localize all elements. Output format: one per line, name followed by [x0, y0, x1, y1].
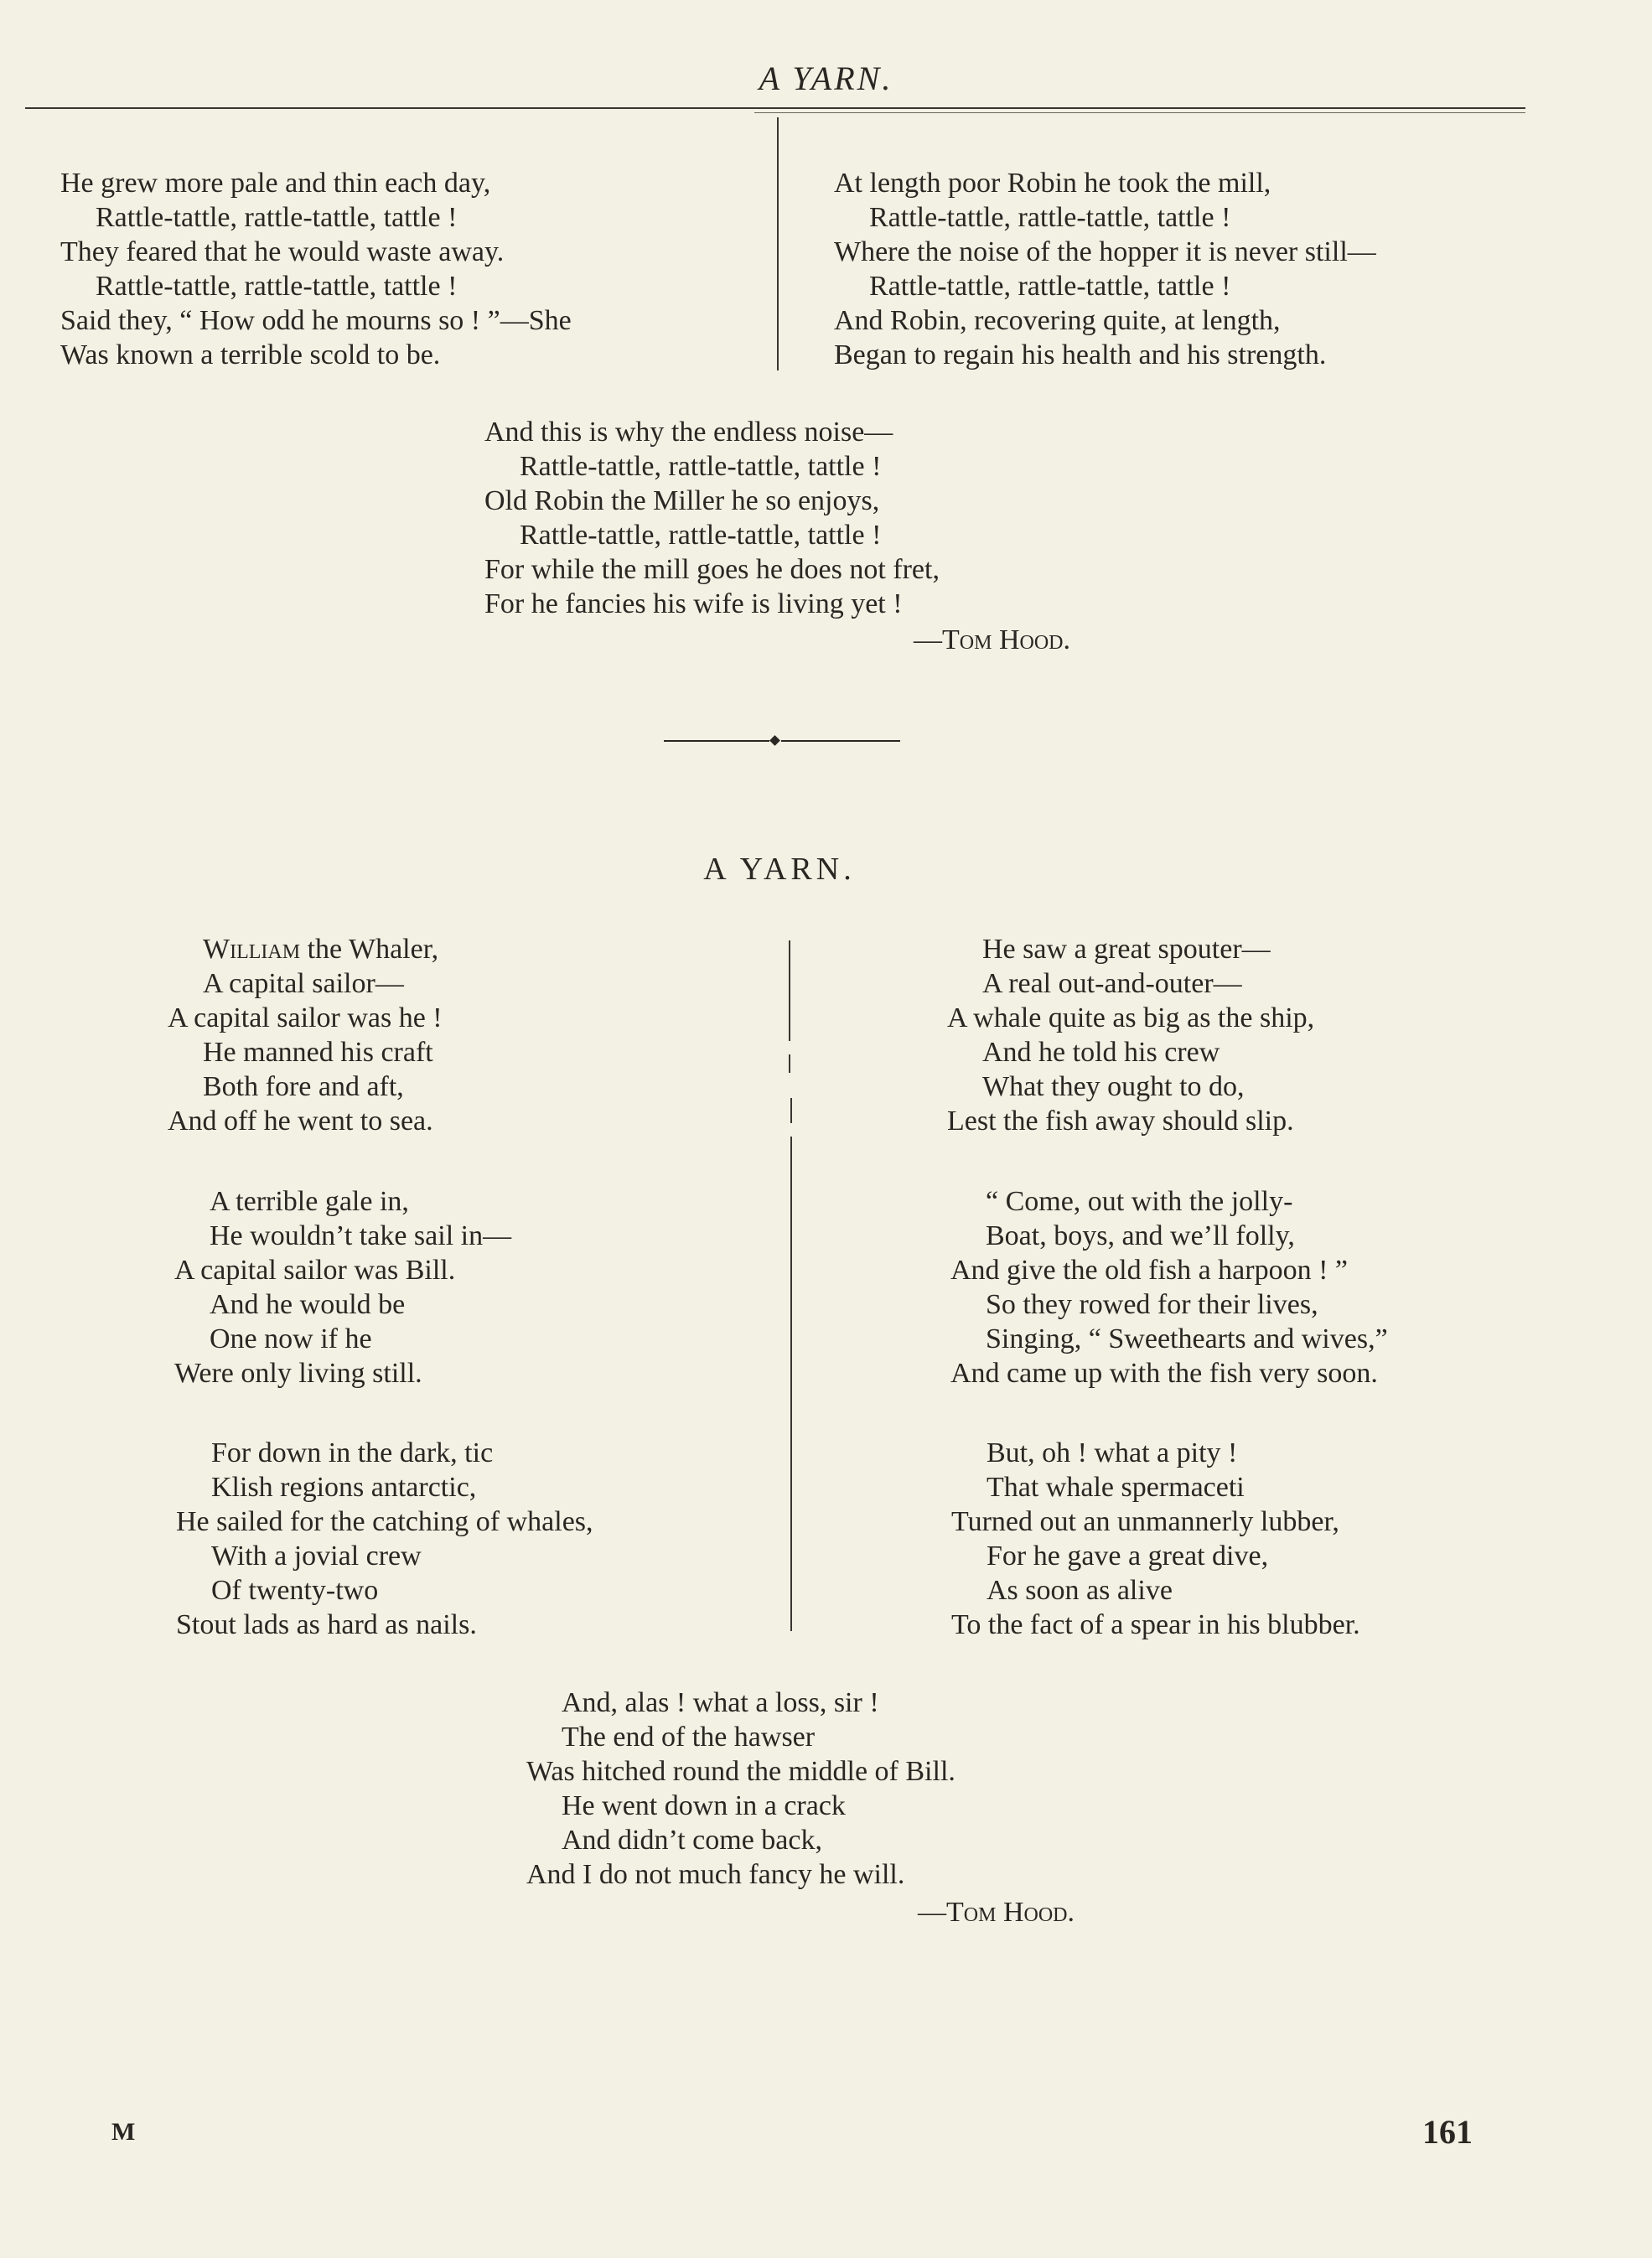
final-stanza — [526, 1686, 955, 1892]
verse-line: And came up with the fish very soon. — [950, 1358, 1378, 1389]
verse-line: To the fact of a spear in his blubber. — [951, 1609, 1360, 1640]
verse-line: A terrible gale in, — [210, 1186, 409, 1217]
verse-line: A capital sailor— — [203, 968, 404, 999]
verse-line: Began to regain his health and his strength. — [834, 339, 1327, 370]
verse-line: Klish regions antarctic, — [211, 1472, 477, 1503]
right-stanza-1 — [947, 932, 1314, 1138]
header-rule — [25, 107, 1525, 109]
verse-line: For down in the dark, tic — [211, 1437, 494, 1468]
verse-line-rest: the Whaler, — [300, 934, 439, 965]
column-divider-segment — [789, 1054, 790, 1073]
verse-line: He went down in a crack — [562, 1790, 846, 1821]
verse-line: As soon as alive — [987, 1575, 1173, 1606]
left-stanza-1 — [168, 932, 443, 1138]
verse-line: At length poor Robin he took the mill, — [834, 168, 1271, 199]
section-ornament — [664, 736, 900, 746]
verse-line: So they rowed for their lives, — [986, 1289, 1318, 1320]
verse-line: Turned out an unmannerly lubber, — [951, 1506, 1339, 1537]
top-right-stanza — [834, 166, 1376, 372]
verse-line: Lest the fish away should slip. — [947, 1106, 1294, 1137]
page-number: 161 — [1422, 2113, 1473, 2151]
verse-line: A capital sailor was Bill. — [174, 1255, 456, 1286]
column-divider-segment — [790, 1137, 792, 1631]
verse-line: A capital sailor was he ! — [168, 1002, 443, 1033]
verse-line: Rattle-tattle, rattle-tattle, tattle ! — [520, 520, 882, 551]
verse-line: But, oh ! what a pity ! — [987, 1437, 1238, 1468]
verse-line: And I do not much fancy he will. — [526, 1859, 905, 1890]
verse-line: And give the old fish a harpoon ! ” — [950, 1255, 1348, 1286]
verse-line: And he would be — [210, 1289, 406, 1320]
verse-line: And off he went to sea. — [168, 1106, 433, 1137]
verse-line: He grew more pale and thin each day, — [60, 168, 491, 199]
column-divider-top — [777, 117, 779, 370]
verse-line: What they ought to do, — [982, 1071, 1245, 1102]
verse-line: Rattle-tattle, rattle-tattle, tattle ! — [520, 451, 882, 482]
top-left-stanza — [60, 166, 572, 372]
attribution: —Tom Hood. — [914, 624, 1070, 655]
left-stanza-3 — [176, 1436, 593, 1642]
verse-line: He saw a great spouter— — [982, 934, 1271, 965]
signature-mark: M — [111, 2118, 136, 2146]
verse-line: Rattle-tattle, rattle-tattle, tattle ! — [96, 202, 458, 233]
verse-line: “ Come, out with the jolly- — [986, 1186, 1293, 1217]
verse-line: Boat, boys, and we’ll folly, — [986, 1220, 1295, 1251]
verse-line: They feared that he would waste away. — [60, 236, 505, 267]
verse-line: Was known a terrible scold to be. — [60, 339, 441, 370]
verse-line: Both fore and aft, — [203, 1071, 404, 1102]
verse-line: And didn’t come back, — [562, 1825, 822, 1856]
column-divider-segment — [790, 1098, 792, 1123]
running-head: A YARN. — [759, 60, 893, 97]
verse-line: And Robin, recovering quite, at length, — [834, 305, 1281, 336]
verse-line: He sailed for the catching of whales, — [176, 1506, 593, 1537]
verse-line: One now if he — [210, 1323, 372, 1354]
verse-line: Of twenty-two — [211, 1575, 379, 1606]
top-center-stanza — [484, 415, 940, 621]
left-stanza-2 — [174, 1184, 511, 1391]
verse-line: He manned his craft — [203, 1037, 433, 1068]
verse-line: With a jovial crew — [211, 1541, 422, 1572]
verse-line: Singing, “ Sweethearts and wives,” — [986, 1323, 1388, 1354]
verse-line: Stout lads as hard as nails. — [176, 1609, 477, 1640]
right-stanza-2 — [950, 1184, 1388, 1391]
verse-line: Rattle-tattle, rattle-tattle, tattle ! — [96, 271, 458, 302]
verse-line: Said they, “ How odd he mourns so ! ”—She — [60, 305, 572, 336]
verse-line: A real out-and-outer— — [982, 968, 1242, 999]
attribution: —Tom Hood. — [918, 1897, 1075, 1928]
verse-line: The end of the hawser — [562, 1722, 816, 1753]
verse-line: Were only living still. — [174, 1358, 422, 1389]
verse-line: Rattle-tattle, rattle-tattle, tattle ! — [869, 202, 1231, 233]
verse-line: Rattle-tattle, rattle-tattle, tattle ! — [869, 271, 1231, 302]
verse-line: Was hitched round the middle of Bill. — [526, 1756, 955, 1787]
verse-line — [168, 932, 443, 966]
right-stanza-3 — [951, 1436, 1360, 1642]
verse-line: And this is why the endless noise— — [484, 417, 893, 448]
verse-line: That whale spermaceti — [987, 1472, 1245, 1503]
verse-line: Where the noise of the hopper it is never still— — [834, 236, 1376, 267]
verse-line: Old Robin the Miller he so enjoys, — [484, 485, 880, 516]
verse-line: He wouldn’t take sail in— — [210, 1220, 512, 1251]
drop-word: William — [203, 934, 301, 965]
verse-line: And he told his crew — [982, 1037, 1220, 1068]
verse-line: For he gave a great dive, — [987, 1541, 1269, 1572]
verse-line: And, alas ! what a loss, sir ! — [562, 1687, 879, 1718]
poem-title: A YARN. — [703, 852, 856, 887]
verse-line: For he fancies his wife is living yet ! — [484, 588, 903, 619]
header-rule-secondary — [754, 112, 1525, 113]
column-divider-segment — [789, 940, 790, 1041]
verse-line: A whale quite as big as the ship, — [947, 1002, 1315, 1033]
verse-line: For while the mill goes he does not fret, — [484, 554, 940, 585]
